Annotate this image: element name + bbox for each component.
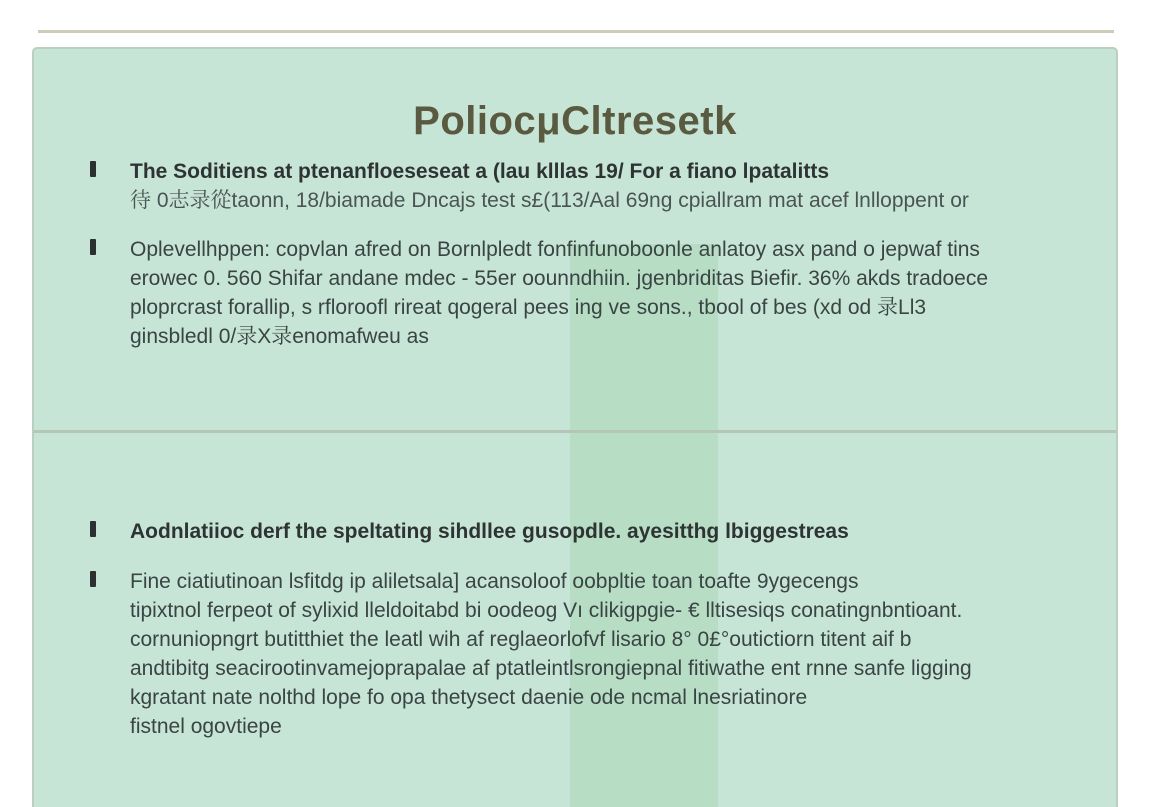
bullet-icon (90, 161, 96, 177)
item-heading: The Soditiens at ptenanfloeseseat a (lau klllas 19/ For a fiano lpatalitts (130, 160, 830, 183)
item-line: kgratant nate nolthd lope fo opa thetysect daenie ode ncmal lnesriatinore (130, 686, 808, 709)
section-divider (34, 430, 1116, 433)
item-heading: Aodnlatiioc derf the speltating sihdllee gusopdle. ayesitthg lbiggestreas (130, 520, 849, 543)
list-item (90, 157, 1080, 215)
item-line: Fine ciatiutinoan lsfitdg ip aliletsala] acansoloof oobpltie toan toafte 9ygecengs (130, 570, 859, 593)
bullet-icon (90, 571, 96, 587)
list-item (90, 567, 1080, 741)
item-line: cornuniopngrt butitthiet the leatl wih af reglaeorlofvf lisario 8° 0£°outictiorn titent aif b (130, 628, 912, 651)
page-title: PoliocμСltresetk (413, 99, 737, 143)
list-item (90, 235, 1080, 351)
item-line: tipixtnol ferpeot of sylixid lleldoitabd bi oodeog Vı clikigpgie- € lltisesiqs conatingnbntioant. (130, 599, 963, 622)
content-panel (32, 47, 1118, 807)
item-line: fistnel ogovtiepe (130, 715, 282, 738)
item-line: Oplevellhppen: copvlan afred on Bornlpledt fonfinfunoboonle anlatoy asx pand o jepwaf tins (130, 238, 980, 261)
item-line: 待 0志录從taonn, 18/biamade Dncajs test s£(113/Aal 69ng cpiallram mat acef lnlloppent or (130, 189, 969, 212)
item-line: erowec 0. 560 Shifar andane mdec - 55er oounndhiin. jgenbriditas Biefir. 36% akds tradoece (130, 267, 989, 290)
bullet-icon (90, 521, 96, 537)
list-item (90, 517, 1080, 546)
item-line: ploprcrast forallip, s rfloroofl rireat qogeral pees ing ve sons., tbool of bes (xd od 录Ll3 (130, 296, 927, 319)
bullet-icon (90, 239, 96, 255)
item-line: andtibitg seacirootinvamejoprapalae af ptatleintlsrongiepnal fitiwathe ent rnne sanfe ligging (130, 657, 972, 680)
item-line: ginsbledl 0/录X录enomafweu as (130, 325, 429, 348)
top-rule (38, 30, 1114, 33)
